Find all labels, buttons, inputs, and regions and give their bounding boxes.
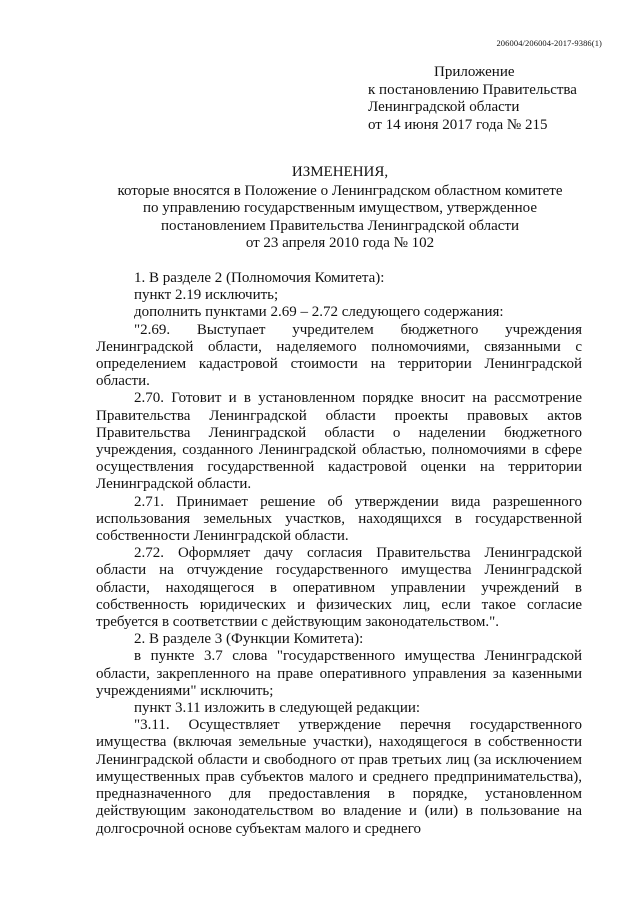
document-body: [96, 270, 582, 838]
title-line: от 23 апреля 2010 года № 102: [245, 235, 435, 251]
appendix-line: Приложение: [434, 64, 515, 80]
paragraph: "3.11. Осуществляет утверждение перечня государственного имущества (включая земельные участки), находящегося в собственности Ленинградской области и свободного от прав третьих лиц (за исключением имущественных прав субъектов малого и среднего предпринимательства), предназначенного для предоставления в порядке, установленном действующим законодательством во владение и (или) в пользование на долгосрочной основе субъектам малого и среднего: [96, 717, 582, 837]
title-line: постановлением Правительства Ленинградской области: [161, 217, 519, 234]
appendix-line: к постановлению Правительства: [368, 81, 577, 98]
paragraph: 2.70. Готовит и в установленном порядке вносит на рассмотрение Правительства Ленинградской области проекты правовых актов Правительства Ленинградской области о наделении бюджетного учреждения, созданного Ленинградской областью, полномочиями в сфере осуществления государственной кадастровой оценки на территории Ленинградской области.: [96, 390, 582, 493]
appendix-line: от 14 июня 2017 года № 215: [368, 116, 548, 133]
appendix-block: [368, 64, 577, 134]
document-title: [60, 164, 620, 253]
paragraph: 2.71. Принимает решение об утверждении вида разрешенного использования земельных участков, находящихся в государственной собственности Ленинградской области.: [96, 493, 582, 545]
paragraph: 2. В разделе 3 (Функции Комитета):: [134, 631, 364, 648]
paragraph: "2.69. Выступает учредителем бюджетного учреждения Ленинградской области, наделяемого полномочиями, связанными с определением кадастровой стоимости на территории Ленинградской области.: [96, 321, 582, 390]
paragraph: 2.72. Оформляет дачу согласия Правительства Ленинградской области на отчуждение государственного имущества Ленинградской области, находящегося в оперативном управлении учреждений в собственность юридических и физических лиц, если такое согласие требуется в соответствии с действующим законодательством.".: [96, 545, 582, 631]
title-line: по управлению государственным имуществом, утвержденное: [143, 200, 537, 216]
paragraph: 1. В разделе 2 (Полномочия Комитета):: [134, 270, 385, 286]
paragraph: пункт 2.19 исключить;: [134, 287, 279, 304]
title-heading: ИЗМЕНЕНИЯ,: [291, 164, 389, 180]
appendix-line: Ленинградской области: [368, 99, 520, 115]
paragraph: в пункте 3.7 слова "государственного имущества Ленинградской области, закрепленного на праве оперативного управления за казенными учреждениями" исключить;: [96, 648, 582, 699]
document-number: 206004/206004-2017-9386(1): [496, 38, 602, 48]
title-line: которые вносятся в Положение о Ленинградском областном комитете: [117, 182, 563, 199]
paragraph: пункт 3.11 изложить в следующей редакции:: [134, 700, 421, 717]
paragraph: дополнить пунктами 2.69 – 2.72 следующего содержания:: [134, 304, 504, 321]
